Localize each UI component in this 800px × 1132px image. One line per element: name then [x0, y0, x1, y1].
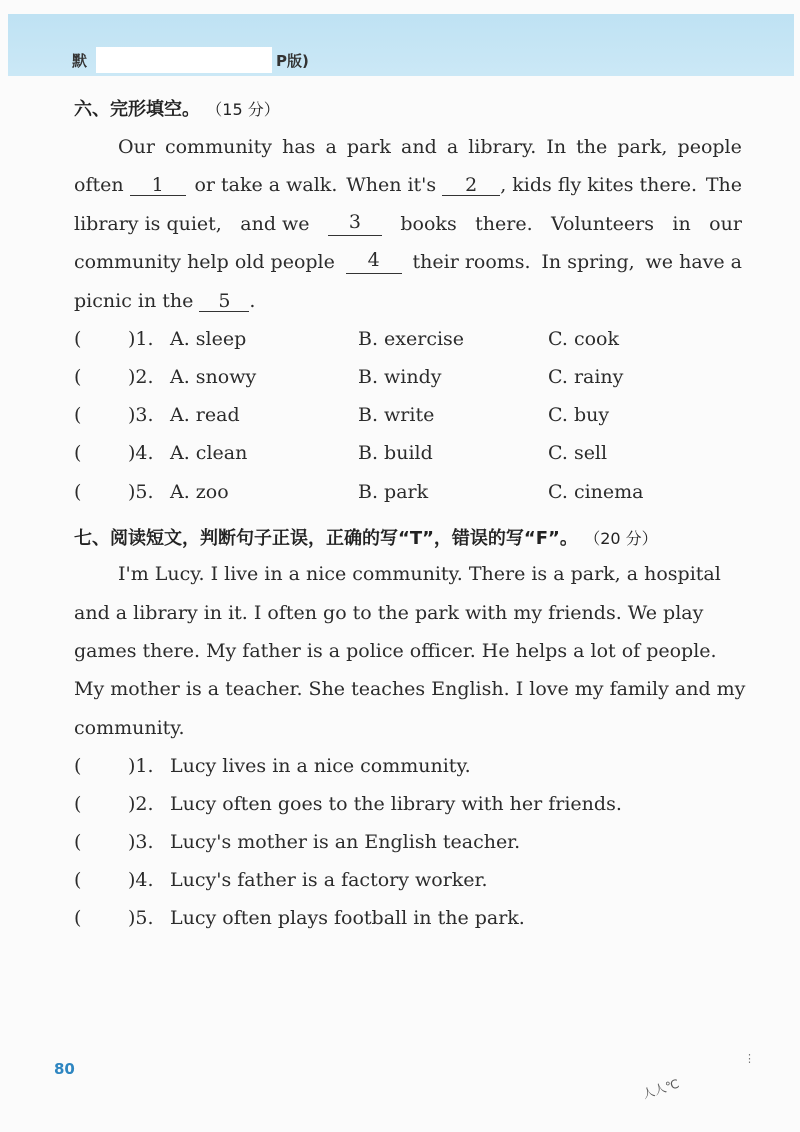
answer-paren[interactable]: (: [74, 442, 82, 464]
passage-text: their rooms.: [412, 251, 531, 273]
statement-text: Lucy's father is a factory worker.: [170, 869, 488, 891]
passage-text: our: [709, 213, 742, 235]
question-number: )3.: [128, 404, 154, 426]
passage-word: has: [282, 136, 316, 158]
statement-number: )2.: [128, 793, 154, 815]
option-c: C. cook: [548, 328, 619, 350]
blank-1[interactable]: 1: [130, 175, 186, 196]
section6-passage-line-1: [74, 135, 742, 159]
question-row: [74, 366, 754, 392]
answer-paren[interactable]: (: [74, 831, 82, 853]
statement-number: )1.: [128, 755, 154, 777]
passage-text: there.: [475, 213, 533, 235]
question-number: )1.: [128, 328, 154, 350]
section7-title: [74, 524, 658, 550]
section6-passage-line-3: [74, 212, 742, 236]
answer-paren[interactable]: (: [74, 481, 82, 503]
passage-word: the: [576, 136, 608, 158]
passage-text: The: [705, 174, 742, 196]
header-edition: P版): [276, 52, 309, 70]
passage-word: community: [164, 136, 273, 158]
section6-title-text: 六、完形填空。: [74, 99, 200, 120]
margin-marks: ⋮: [744, 1052, 755, 1065]
question-number: )2.: [128, 366, 154, 388]
header-series-title: 默: [72, 52, 88, 70]
option-a: A. sleep: [170, 328, 247, 350]
passage-text: , kids fly kites there.: [500, 174, 698, 196]
answer-paren[interactable]: (: [74, 404, 82, 426]
passage-text: When it's: [346, 174, 437, 196]
passage-text: books: [400, 213, 457, 235]
option-b: B. park: [358, 481, 429, 503]
option-a: A. zoo: [170, 481, 229, 503]
section7-passage-line-2: and a library in it. I often go to the park with my friends. We play: [74, 602, 704, 624]
passage-text: we have a: [645, 251, 742, 273]
question-row: [74, 328, 754, 354]
passage-text: In spring,: [541, 251, 635, 273]
section6-title: [74, 95, 280, 121]
option-c: C. sell: [548, 442, 608, 464]
header-redaction: [96, 47, 272, 73]
option-c: C. rainy: [548, 366, 624, 388]
section7-passage-line-4: My mother is a teacher. She teaches English. I love my family and my: [74, 678, 746, 700]
passage-text: often: [74, 174, 124, 196]
option-b: B. windy: [358, 366, 442, 388]
section6-passage-line-2: [74, 173, 742, 197]
section6-score: （15 分）: [206, 100, 280, 119]
section7-score: （20 分）: [584, 529, 658, 548]
question-row: [74, 404, 754, 430]
section7-title-text: 七、阅读短文，判断句子正误，正确的写“T”，错误的写“F”。: [74, 528, 578, 549]
option-a: A. read: [170, 404, 240, 426]
answer-paren[interactable]: (: [74, 366, 82, 388]
statement-number: )4.: [128, 869, 154, 891]
passage-word: and: [401, 136, 437, 158]
section7-passage-line-5: community.: [74, 717, 185, 739]
blank-4[interactable]: 4: [346, 250, 402, 274]
section6-passage-line-5: [74, 289, 742, 313]
option-a: A. clean: [170, 442, 248, 464]
passage-text: Volunteers: [551, 213, 654, 235]
passage-word: park,: [617, 136, 668, 158]
statement-text: Lucy often goes to the library with her friends.: [170, 793, 622, 815]
question-number: )5.: [128, 481, 154, 503]
passage-word: park: [346, 136, 391, 158]
passage-text: and we: [240, 213, 310, 235]
passage-word: In: [546, 136, 567, 158]
section7-passage-line-3: games there. My father is a police officer. He helps a lot of people.: [74, 640, 717, 662]
question-row: [74, 481, 754, 507]
statement-text: Lucy's mother is an English teacher.: [170, 831, 521, 853]
section7-passage-line-1: I'm Lucy. I live in a nice community. There is a park, a hospital: [118, 563, 721, 585]
option-c: C. buy: [548, 404, 610, 426]
answer-paren[interactable]: (: [74, 755, 82, 777]
answer-paren[interactable]: (: [74, 328, 82, 350]
passage-word: a: [325, 136, 337, 158]
blank-3[interactable]: 3: [328, 212, 382, 236]
blank-5[interactable]: 5: [199, 291, 249, 312]
statement-text: Lucy often plays football in the park.: [170, 907, 525, 929]
passage-word: Our: [118, 136, 155, 158]
page-number: 80: [54, 1060, 75, 1078]
option-b: B. write: [358, 404, 435, 426]
option-b: B. build: [358, 442, 433, 464]
passage-text: library is quiet,: [74, 213, 222, 235]
passage-word: people: [677, 136, 742, 158]
question-row: [74, 442, 754, 468]
blank-2[interactable]: 2: [442, 175, 500, 196]
question-number: )4.: [128, 442, 154, 464]
passage-text: community help old people: [74, 251, 335, 273]
statement-text: Lucy lives in a nice community.: [170, 755, 471, 777]
option-a: A. snowy: [170, 366, 257, 388]
section6-passage-line-4: [74, 250, 742, 274]
passage-word: a: [446, 136, 459, 158]
answer-paren[interactable]: (: [74, 907, 82, 929]
answer-paren[interactable]: (: [74, 793, 82, 815]
passage-text: .: [249, 290, 256, 312]
handwriting-mark: 人人℃: [640, 1076, 681, 1102]
passage-word: library.: [468, 136, 537, 158]
statement-number: )5.: [128, 907, 154, 929]
answer-paren[interactable]: (: [74, 869, 82, 891]
statement-number: )3.: [128, 831, 154, 853]
passage-text: picnic in the: [74, 290, 194, 312]
option-c: C. cinema: [548, 481, 644, 503]
passage-text: in: [672, 213, 691, 235]
passage-text: or take a walk.: [194, 174, 338, 196]
option-b: B. exercise: [358, 328, 465, 350]
